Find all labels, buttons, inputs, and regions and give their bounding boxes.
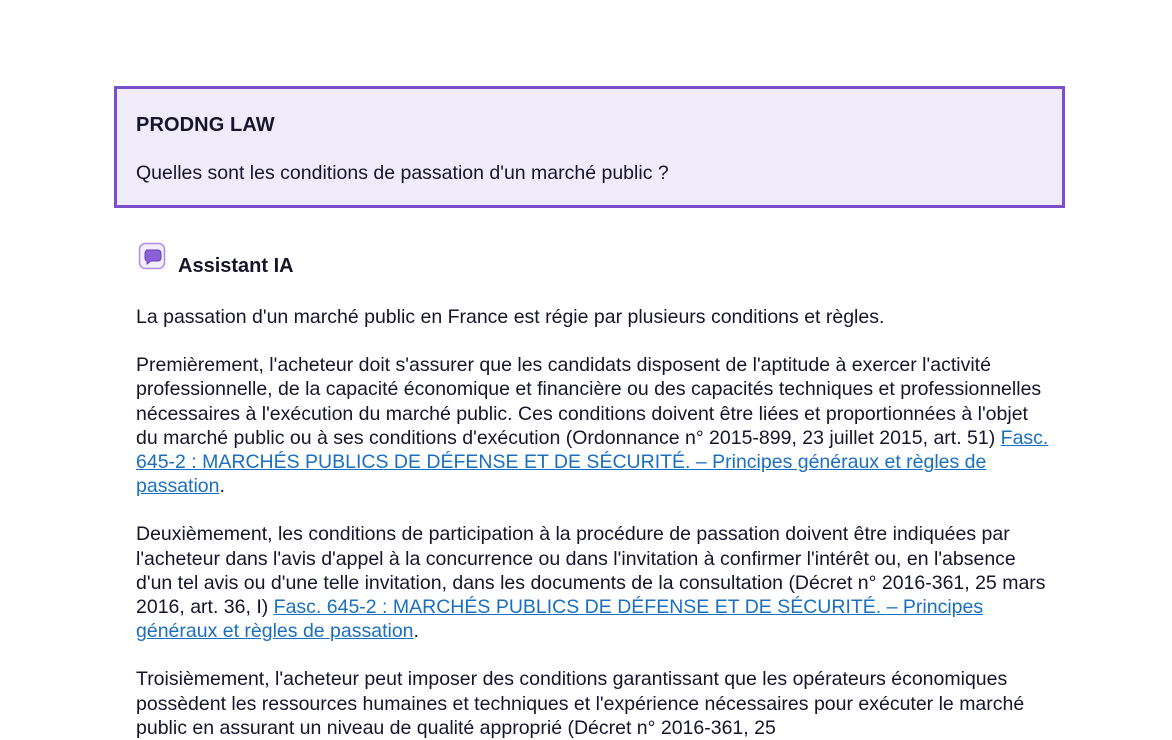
- source-link[interactable]: Fasc. 645-2 : MARCHÉS PUBLICS DE DÉFENSE ET DE SÉCURITÉ. – Principes généraux et règles de passation: [136, 426, 1049, 498]
- answer-paragraph-3: [136, 667, 1051, 740]
- user-question: Quelles sont les conditions de passation d'un marché public ?: [136, 162, 669, 184]
- chat-bubble-icon: [138, 242, 168, 272]
- paragraph-text: Troisièmement, l'acheteur peut imposer des conditions garantissant que les opérateurs économiques possèdent les ressources humaines et techniques et l'expérience nécessaires pour exécuter le marché public en assurant un niveau de qualité approprié (Décret n° 2016-361, 25: [136, 668, 1025, 739]
- user-question-card: [114, 86, 1065, 208]
- paragraph-end: .: [413, 620, 419, 643]
- answer-paragraph-2: [136, 522, 1051, 643]
- answer-paragraph-1: [136, 353, 1051, 498]
- answer-intro: La passation d'un marché public en France est régie par plusieurs conditions et règles.: [136, 306, 885, 328]
- paragraph-text: Premièrement, l'acheteur doit s'assurer que les candidats disposent de l'aptitude à exercer l'activité professionnelle, de la capacité économique et financière ou des capacités techniques et professionnelles nécessaires à l'exécution du marché public. Ces conditions doivent être liées et proportionnées à l'objet du marché public ou à ses conditions d'exécution (Ordonnance n° 2015-899, 23 juillet 2015, art. 51): [136, 354, 1042, 449]
- source-link[interactable]: Fasc. 645-2 : MARCHÉS PUBLICS DE DÉFENSE ET DE SÉCURITÉ. – Principes généraux et règles de passation: [136, 596, 984, 643]
- paragraph-text: Deuxièmement, les conditions de participation à la procédure de passation doivent être indiquées par l'acheteur dans l'avis d'appel à la concurrence ou dans l'invitation à confirmer l'intérêt ou, en l'absence d'un tel avis ou d'une telle invitation, dans les documents de la consultation (Décret n° 2016-361, 25 mars 2016, art. 36, I): [136, 523, 1046, 619]
- user-name: PRODNG LAW: [136, 114, 275, 136]
- assistant-answer: [136, 305, 1051, 740]
- assistant-name: Assistant IA: [178, 255, 294, 277]
- paragraph-end: .: [219, 475, 225, 498]
- assistant-header: [138, 240, 294, 280]
